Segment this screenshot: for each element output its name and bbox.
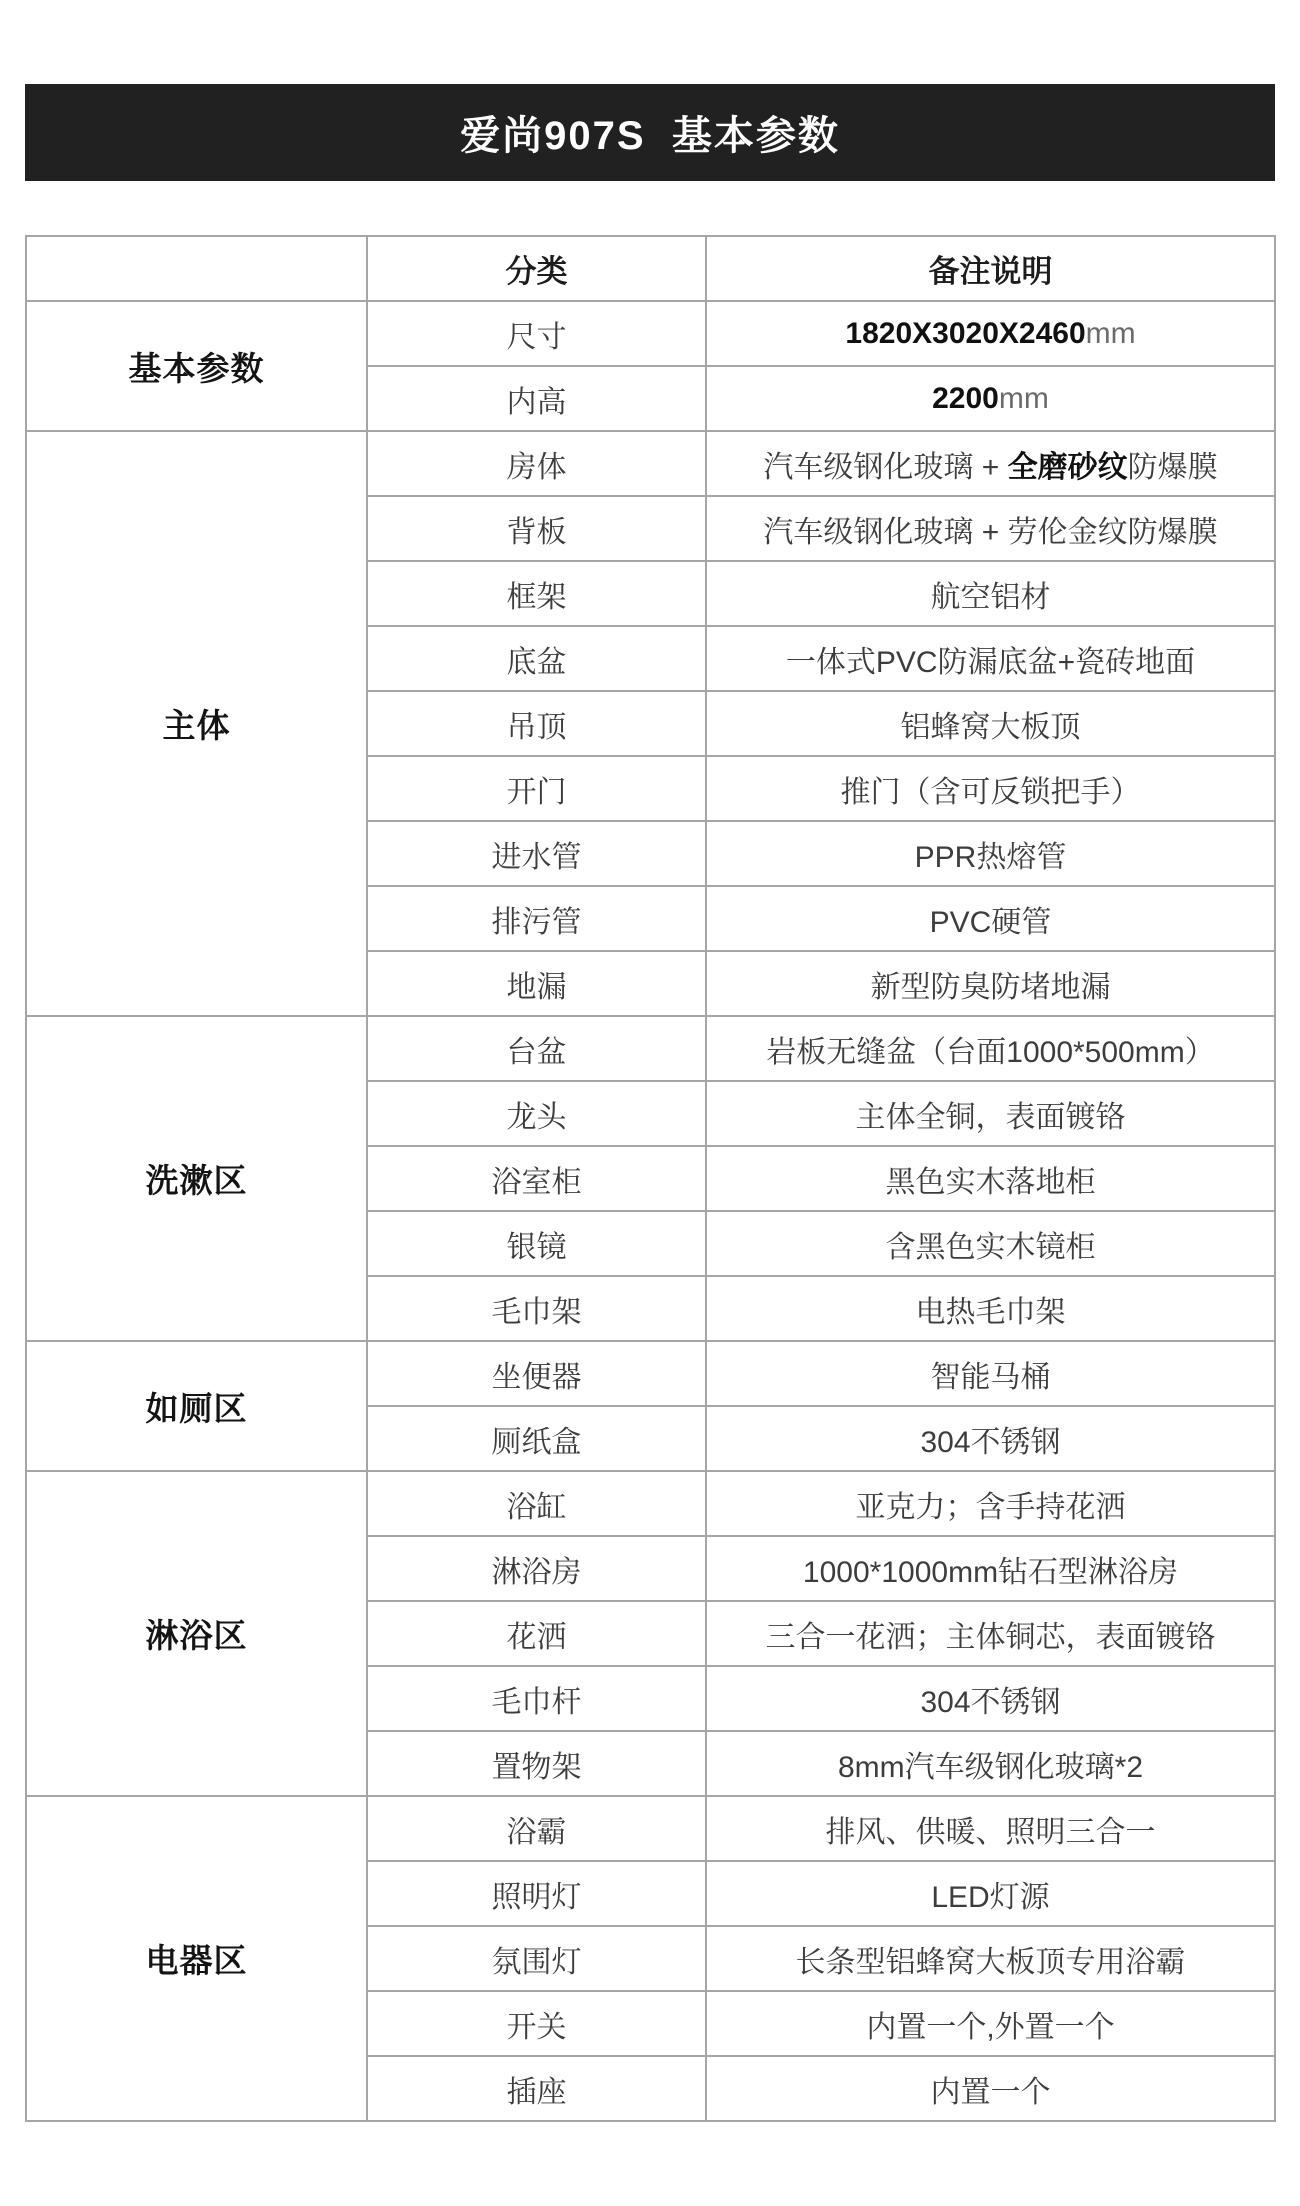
category-cell: 花洒 [367,1601,706,1666]
remark-cell [706,821,1275,886]
category-cell: 插座 [367,2056,706,2121]
remark-cell [706,1601,1275,1666]
category-cell: 房体 [367,431,706,496]
remark-text-segment: 304不锈钢 [920,1425,1061,1459]
category-cell: 尺寸 [367,301,706,366]
group-cell-5: 电器区 [26,1796,367,2121]
group-cell-1: 主体 [26,431,367,1016]
page-title: 爱尚907S 基本参数 [460,114,840,158]
remark-cell [706,1926,1275,1991]
category-cell: 吊顶 [367,691,706,756]
remark-cell [706,1991,1275,2056]
remark-cell [706,496,1275,561]
group-cell-4: 淋浴区 [26,1471,367,1796]
remark-cell [706,1666,1275,1731]
category-cell: 氛围灯 [367,1926,706,1991]
category-cell: 浴室柜 [367,1146,706,1211]
category-cell: 龙头 [367,1081,706,1146]
header-cell-remark: 备注说明 [706,236,1275,301]
remark-cell [706,366,1275,431]
table-header-row [26,236,1275,301]
category-cell: 开门 [367,756,706,821]
remark-text-segment: 1000*1000mm钻石型淋浴房 [802,1555,1179,1589]
remark-unit-segment: mm [1085,316,1136,350]
category-cell: 坐便器 [367,1341,706,1406]
remark-text-segment: 航空铝材 [930,580,1051,614]
remark-text-segment: 推门（含可反锁把手） [840,775,1141,809]
category-cell: 进水管 [367,821,706,886]
category-cell: 开关 [367,1991,706,2056]
remark-cell [706,1276,1275,1341]
remark-text-segment: 304不锈钢 [920,1685,1061,1719]
remark-text-segment: 岩板无缝盆（台面1000*500mm） [766,1035,1215,1069]
remark-text-segment: 智能马桶 [930,1360,1051,1394]
table-row [26,301,1275,366]
remark-text-segment: 三合一花洒；主体铜芯，表面镀铬 [765,1620,1216,1654]
remark-text-segment: PVC硬管 [929,905,1052,939]
remark-cell [706,1471,1275,1536]
remark-cell [706,1016,1275,1081]
category-cell: 淋浴房 [367,1536,706,1601]
remark-text-segment: 电热毛巾架 [915,1295,1066,1329]
table-row [26,431,1275,496]
category-cell: 厕纸盒 [367,1406,706,1471]
remark-cell [706,951,1275,1016]
remark-bold-segment: 全磨砂纹 [1007,450,1128,484]
category-cell: 台盆 [367,1016,706,1081]
table-row [26,1796,1275,1861]
category-cell: 背板 [367,496,706,561]
spec-table-body [26,301,1275,2121]
table-row [26,1471,1275,1536]
remark-text-segment: 排风、供暖、照明三合一 [825,1815,1156,1849]
remark-text-segment: 长条型铝蜂窝大板顶专用浴霸 [795,1945,1186,1979]
remark-text-segment: 亚克力；含手持花洒 [855,1490,1126,1524]
remark-text-segment: PPR热熔管 [914,840,1067,874]
category-cell: 浴霸 [367,1796,706,1861]
group-cell-0: 基本参数 [26,301,367,431]
remark-text-segment: 8mm汽车级钢化玻璃*2 [837,1750,1144,1784]
remark-cell [706,1536,1275,1601]
header-cell-group [26,236,367,301]
remark-cell [706,301,1275,366]
table-row [26,1016,1275,1081]
category-cell: 置物架 [367,1731,706,1796]
remark-text-segment: 铝蜂窝大板顶 [900,710,1081,744]
remark-unit-segment: mm [998,381,1049,415]
group-cell-3: 如厕区 [26,1341,367,1471]
remark-cell [706,691,1275,756]
remark-text-segment: 汽车级钢化玻璃 + 劳伦金纹防爆膜 [763,515,1218,549]
remark-text-segment: LED灯源 [931,1880,1050,1914]
remark-cell [706,1731,1275,1796]
remark-text-segment: 含黑色实木镜柜 [885,1230,1096,1264]
remark-text-segment: 防爆膜 [1127,450,1218,484]
remark-text-segment: 汽车级钢化玻璃 + [763,450,1008,484]
remark-cell [706,561,1275,626]
category-cell: 银镜 [367,1211,706,1276]
group-cell-2: 洗漱区 [26,1016,367,1341]
category-cell: 底盆 [367,626,706,691]
remark-bold-segment: 1820X3020X2460 [845,316,1086,350]
remark-cell [706,1406,1275,1471]
remark-text-segment: 黑色实木落地柜 [885,1165,1096,1199]
remark-cell [706,1081,1275,1146]
table-row [26,1341,1275,1406]
title-bar [25,84,1275,181]
category-cell: 内高 [367,366,706,431]
remark-text-segment: 主体全铜，表面镀铬 [855,1100,1126,1134]
remark-cell [706,626,1275,691]
remark-text-segment: 内置一个,外置一个 [866,2010,1115,2044]
remark-cell [706,1211,1275,1276]
category-cell: 地漏 [367,951,706,1016]
remark-text-segment: 新型防臭防堵地漏 [870,970,1111,1004]
category-cell: 毛巾杆 [367,1666,706,1731]
category-cell: 排污管 [367,886,706,951]
remark-cell [706,1341,1275,1406]
remark-text-segment: 内置一个 [930,2075,1051,2109]
remark-bold-segment: 2200 [932,381,999,415]
category-cell: 框架 [367,561,706,626]
remark-cell [706,1796,1275,1861]
spec-table [25,235,1276,2122]
remark-cell [706,1861,1275,1926]
remark-cell [706,756,1275,821]
header-cell-category: 分类 [367,236,706,301]
remark-cell [706,431,1275,496]
category-cell: 浴缸 [367,1471,706,1536]
category-cell: 毛巾架 [367,1276,706,1341]
category-cell: 照明灯 [367,1861,706,1926]
remark-text-segment: 一体式PVC防漏底盆+瓷砖地面 [785,645,1196,679]
remark-cell [706,2056,1275,2121]
remark-cell [706,886,1275,951]
remark-cell [706,1146,1275,1211]
